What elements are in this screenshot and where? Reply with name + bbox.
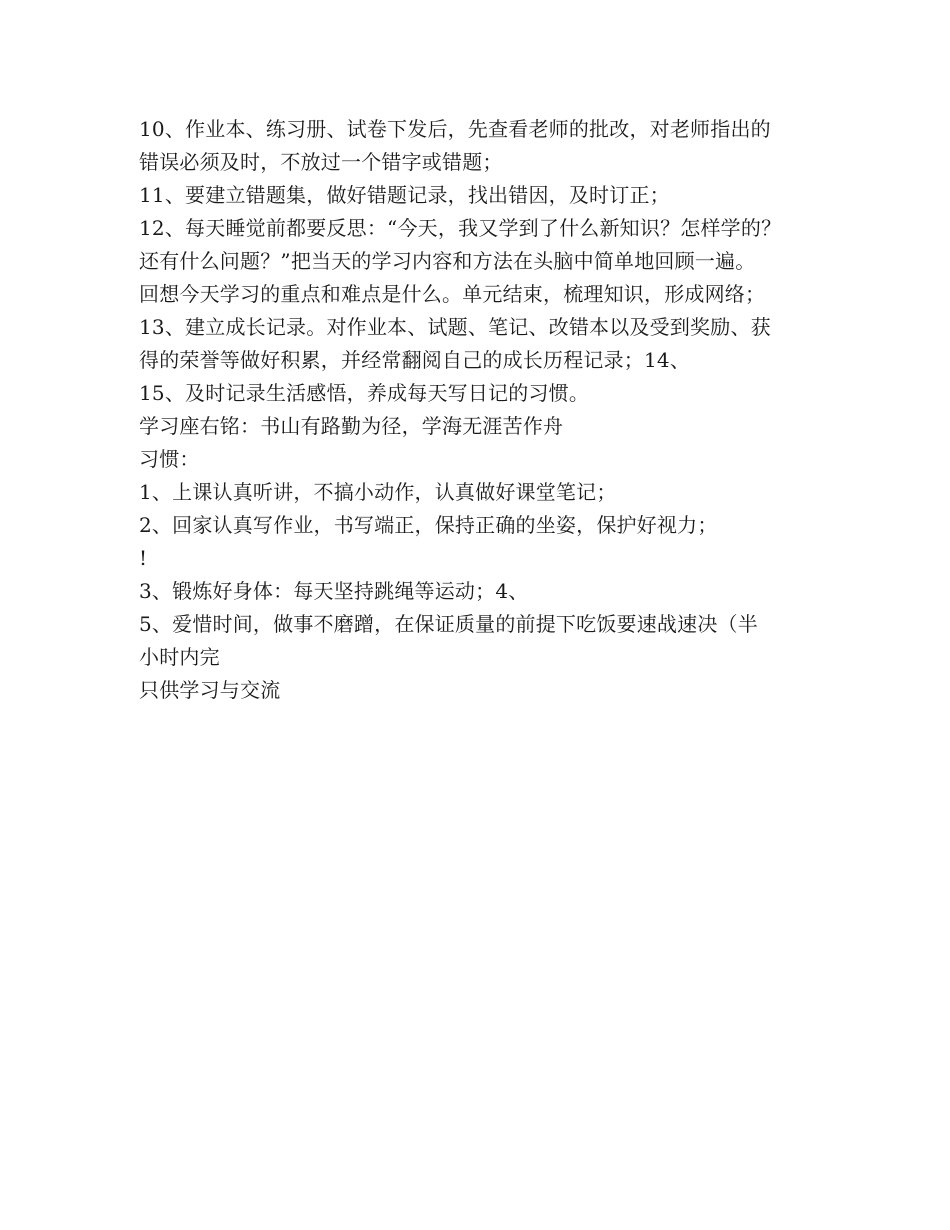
footer-note: 只供学习与交流 [139,678,281,702]
text-line: 回想今天学习的重点和难点是什么。单元结束，梳理知识，形成网络； [139,282,766,306]
text-line: 10、作业本、练习册、试卷下发后，先查看老师的批改，对老师指出的 [139,117,771,141]
document-body [139,113,839,707]
text-line: 得的荣誉等做好积累，并经常翻阅自己的成长历程记录；14、 [139,348,691,372]
text-line: 习惯： [139,447,200,471]
text-line: 12、每天睡觉前都要反思：“今天，我又学到了什么新知识？怎样学的？ [139,216,782,240]
text-line: ! [139,546,148,570]
text-line: 11、要建立错题集，做好错题记录，找出错因，及时订正； [139,183,670,207]
text-line: 1、上课认真听讲，不搞小动作，认真做好课堂笔记； [139,480,617,504]
text-line: 还有什么问题？”把当天的学习内容和方法在头脑中简单地回顾一遍。 [139,249,756,273]
text-line: 小时内完 [139,645,220,669]
text-line: 13、建立成长记录。对作业本、试题、笔记、改错本以及受到奖励、获 [139,315,771,339]
text-line: 错误必须及时，不放过一个错字或错题； [139,150,503,174]
text-line: 3、锻炼好身体：每天坚持跳绳等运动；4、 [139,579,529,603]
text-line: 2、回家认真写作业，书写端正，保持正确的坐姿，保护好视力； [139,513,718,537]
text-line: 学习座右铭：书山有路勤为径，学海无涯苦作舟 [139,414,564,438]
text-line: 15、及时记录生活感悟，养成每天写日记的习惯。 [139,381,590,405]
text-line: 5、爱惜时间，做事不磨蹭，在保证质量的前提下吃饭要速战速决（半 [139,612,758,636]
